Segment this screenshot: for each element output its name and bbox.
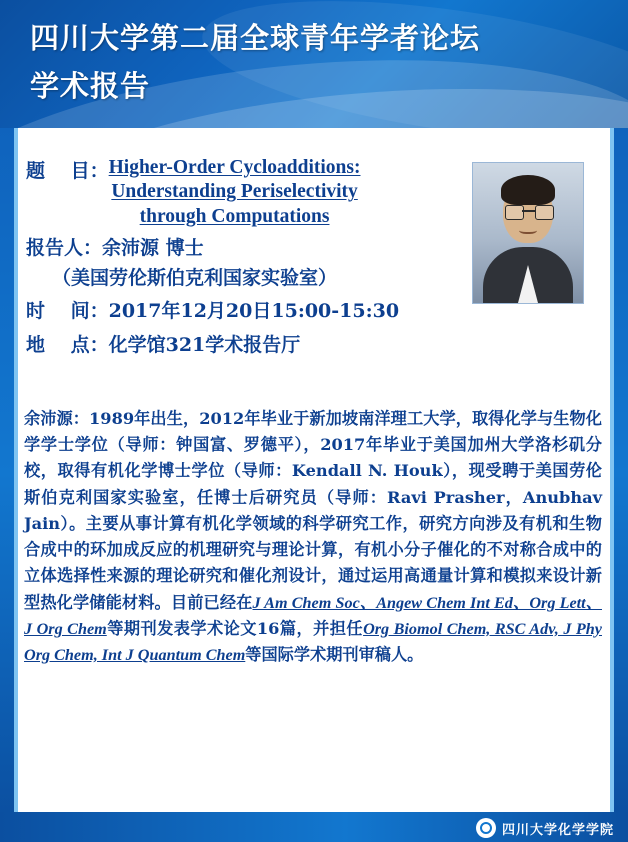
content-area xyxy=(18,128,610,812)
bio-journals-2: Org Biomol Chem, RSC Adv, J Phy Org Chem, Int J Quantum Chem xyxy=(24,619,602,665)
talk-title-row xyxy=(26,156,486,229)
footer-logo xyxy=(476,818,614,838)
talk-title-line3: through Computations xyxy=(139,205,330,227)
right-rail-accent xyxy=(610,128,614,820)
bio-paragraph-2: 等期刊发表学术论文16篇，并担任 xyxy=(106,618,364,638)
talk-title-line1: Higher-Order Cycloadditions: xyxy=(108,157,361,178)
talk-title-label: 题 目： xyxy=(26,160,109,182)
talk-title-english xyxy=(109,156,361,229)
affiliation-line: （美国劳伦斯伯克利国家实验室） xyxy=(52,266,338,289)
glasses-left-icon xyxy=(505,205,524,220)
time-line: 时 间：2017年12月20日15:00-15:30 xyxy=(26,300,400,323)
talk-title-line2: Understanding Periselectivity xyxy=(111,181,358,203)
university-seal-icon xyxy=(476,818,496,838)
speaker-portrait xyxy=(472,162,584,304)
speaker-line: 报告人：余沛源 博士 xyxy=(26,237,204,260)
talk-details xyxy=(26,156,486,359)
place-line: 地 点：化学馆321学术报告厅 xyxy=(26,333,301,356)
bio-journals-1: J Am Chem Soc、Angew Chem Int Ed、Org Lett、J Org Chem xyxy=(24,593,602,638)
right-rail xyxy=(614,128,628,820)
header-banner xyxy=(0,0,628,128)
left-rail xyxy=(0,128,14,820)
portrait-hair xyxy=(501,175,555,205)
report-subtitle: 学术报告 xyxy=(30,69,151,103)
forum-title: 四川大学第二届全球青年学者论坛 xyxy=(30,21,481,55)
glasses-right-icon xyxy=(535,205,554,220)
bio-paragraph-3: 等国际学术期刊审稿人。 xyxy=(245,645,424,665)
footer-band xyxy=(0,812,628,842)
portrait-smile xyxy=(519,225,537,234)
organization-name: 四川大学化学学院 xyxy=(501,822,614,838)
speaker-bio xyxy=(24,406,602,668)
bio-paragraph-1: 余沛源：1989年出生，2012年毕业于新加坡南洋理工大学，取得化学与生物化学学士学位（导师：钟国富、罗德平），2017年毕业于美国加州大学洛杉矶分校，取得有机化学博士学位（导师：Kendall N. Houk），现受聘于美国劳伦斯伯克利国家实验室，任博士后研究员（导师：Ravi Prasher，Anubhav Jain）。主要从事计算有机化学领域的科学研究工作，研究方向涉及有机和生物合成中的环加成反应的机理研究与理论计算，有机小分子催化的不对称合成中的立体选择性来源的理论研究和催化剂设计，通过运用高通量计算和模拟来设计新型热化学储能材料。目前已经在 xyxy=(24,409,602,612)
glasses-bridge-icon xyxy=(522,210,535,212)
